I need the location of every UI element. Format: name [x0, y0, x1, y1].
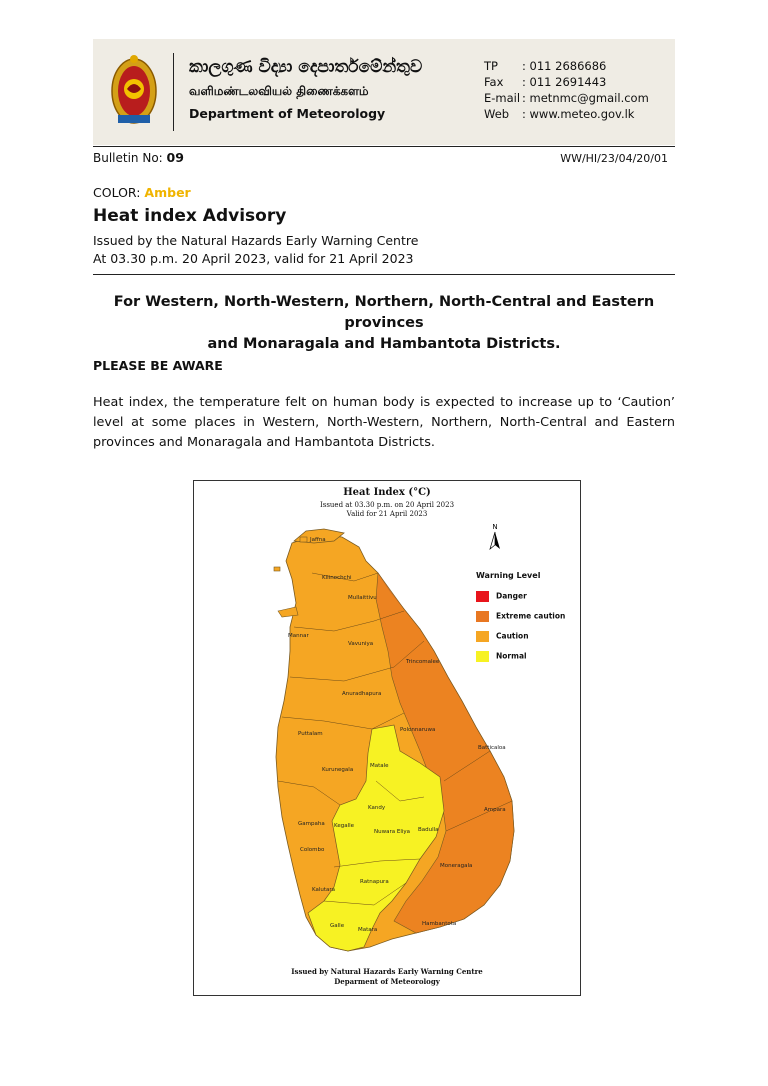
district-label: Gampaha: [298, 821, 325, 827]
map-title: Heat Index (°C): [343, 487, 431, 498]
contact-value: : 011 2691443: [522, 75, 607, 89]
issued-by: Issued by the Natural Hazards Early Warning Centre: [93, 233, 419, 248]
district-label: Mannar: [288, 633, 309, 639]
district-label: Colombo: [300, 847, 325, 853]
org-name-tamil: வளிமண்டலவியல் திணைக்களம்: [189, 84, 369, 98]
district-label: Anuradhapura: [342, 691, 382, 697]
contact-label: E-mail: [484, 91, 521, 105]
org-name-sinhala: කාලගුණ විද්‍යා දෙපාර්තමේන්තුව: [189, 57, 423, 77]
district-label: Polonnaruwa: [400, 727, 436, 733]
aware-heading: PLEASE BE AWARE: [93, 358, 223, 373]
regions-line: and Monaragala and Hambantota Districts.: [207, 336, 561, 352]
district-label: Hambantota: [422, 921, 457, 927]
letterhead: [93, 39, 675, 145]
district-label: Nuwara Eliya: [374, 829, 411, 835]
advisory-title: Heat index Advisory: [93, 206, 287, 226]
map-footer-line: Issued by Natural Hazards Early Warning Centre: [291, 967, 483, 976]
district-label: Puttalam: [298, 731, 323, 737]
legend-label: Normal: [496, 651, 527, 661]
regions-line: For Western, North-Western, Northern, North-Central and Eastern provinces: [113, 294, 655, 331]
contact-value[interactable]: : www.meteo.gov.lk: [522, 107, 635, 121]
advisory-color: [93, 185, 191, 200]
contact-row: [484, 106, 649, 122]
affected-regions: [93, 292, 675, 355]
contact-row: [484, 58, 649, 74]
district-label: Kegalle: [334, 823, 355, 829]
bulletin-label: Bulletin No:: [93, 151, 167, 165]
map-footer-line: Deparment of Meteorology: [334, 977, 440, 986]
district-label: Matale: [370, 763, 389, 769]
district-label: Galle: [330, 923, 345, 929]
district-label: Jaffna: [310, 537, 326, 543]
map-footer: [194, 967, 580, 987]
legend-item: [476, 611, 565, 622]
district-label: Vavuniya: [348, 641, 374, 647]
map-valid: Valid for 21 April 2023: [346, 510, 428, 518]
legend-swatch: [476, 591, 489, 602]
map-issued: Issued at 03.30 p.m. on 20 April 2023: [319, 501, 455, 509]
legend-item: [476, 651, 527, 662]
reference-code: WW/HI/23/04/20/01: [560, 152, 668, 165]
legend-item: [476, 591, 527, 602]
bulletin-number: [93, 150, 184, 165]
island-islet: [274, 567, 280, 571]
header-rule: [93, 146, 675, 147]
sri-lanka-map: [194, 481, 580, 995]
legend-label: Caution: [496, 631, 529, 641]
color-label: COLOR:: [93, 185, 145, 200]
district-label: Ampara: [484, 807, 506, 813]
advisory-paragraph: Heat index, the temperature felt on human body is expected to increase up to ‘Caution’ level at some places in Western, North-Western, Northern, North-Central and Eastern provinces and Monaragala and Hambantota Districts.: [93, 395, 675, 450]
district-label: Mullaittivu: [348, 595, 377, 601]
mannar-island: [278, 607, 298, 617]
north-label: N: [492, 523, 498, 531]
district-label: Ratnapura: [360, 879, 389, 885]
header-divider: [173, 53, 174, 131]
contact-label: Fax: [484, 75, 504, 89]
contact-row: [484, 90, 649, 106]
district-label: Kalutara: [312, 887, 336, 893]
district-label: Badulla: [418, 827, 439, 833]
legend-swatch: [476, 611, 489, 622]
district-label: Kurunegala: [322, 767, 354, 773]
issued-info: [93, 232, 418, 268]
bulletin-value: 09: [166, 150, 184, 165]
contact-value: : 011 2686686: [522, 59, 607, 73]
contact-label: TP: [484, 59, 498, 73]
island-islet: [300, 537, 307, 542]
district-label: Batticaloa: [478, 745, 506, 751]
legend-label: Danger: [496, 591, 527, 601]
heat-index-map: [193, 480, 581, 996]
org-name-english: Department of Meteorology: [189, 106, 386, 121]
legend-label: Extreme caution: [496, 611, 566, 621]
contact-info: [484, 58, 649, 122]
legend-swatch: [476, 631, 489, 642]
legend-title: Warning Level: [476, 571, 541, 580]
district-label: Kandy: [368, 805, 386, 811]
contact-value[interactable]: : metnmc@gmail.com: [522, 91, 649, 105]
district-label: Moneragala: [440, 863, 473, 869]
national-emblem-icon: [109, 51, 159, 129]
color-value: Amber: [144, 185, 191, 200]
district-label: Trincomalee: [406, 659, 440, 665]
contact-row: [484, 74, 649, 90]
district-label: Kilinochchi: [322, 575, 352, 581]
district-label: Matara: [358, 927, 378, 933]
contact-label: Web: [484, 107, 510, 121]
legend-swatch: [476, 651, 489, 662]
issued-at: At 03.30 p.m. 20 April 2023, valid for 21 April 2023: [93, 251, 414, 266]
section-rule: [93, 274, 675, 275]
legend-item: [476, 631, 529, 642]
